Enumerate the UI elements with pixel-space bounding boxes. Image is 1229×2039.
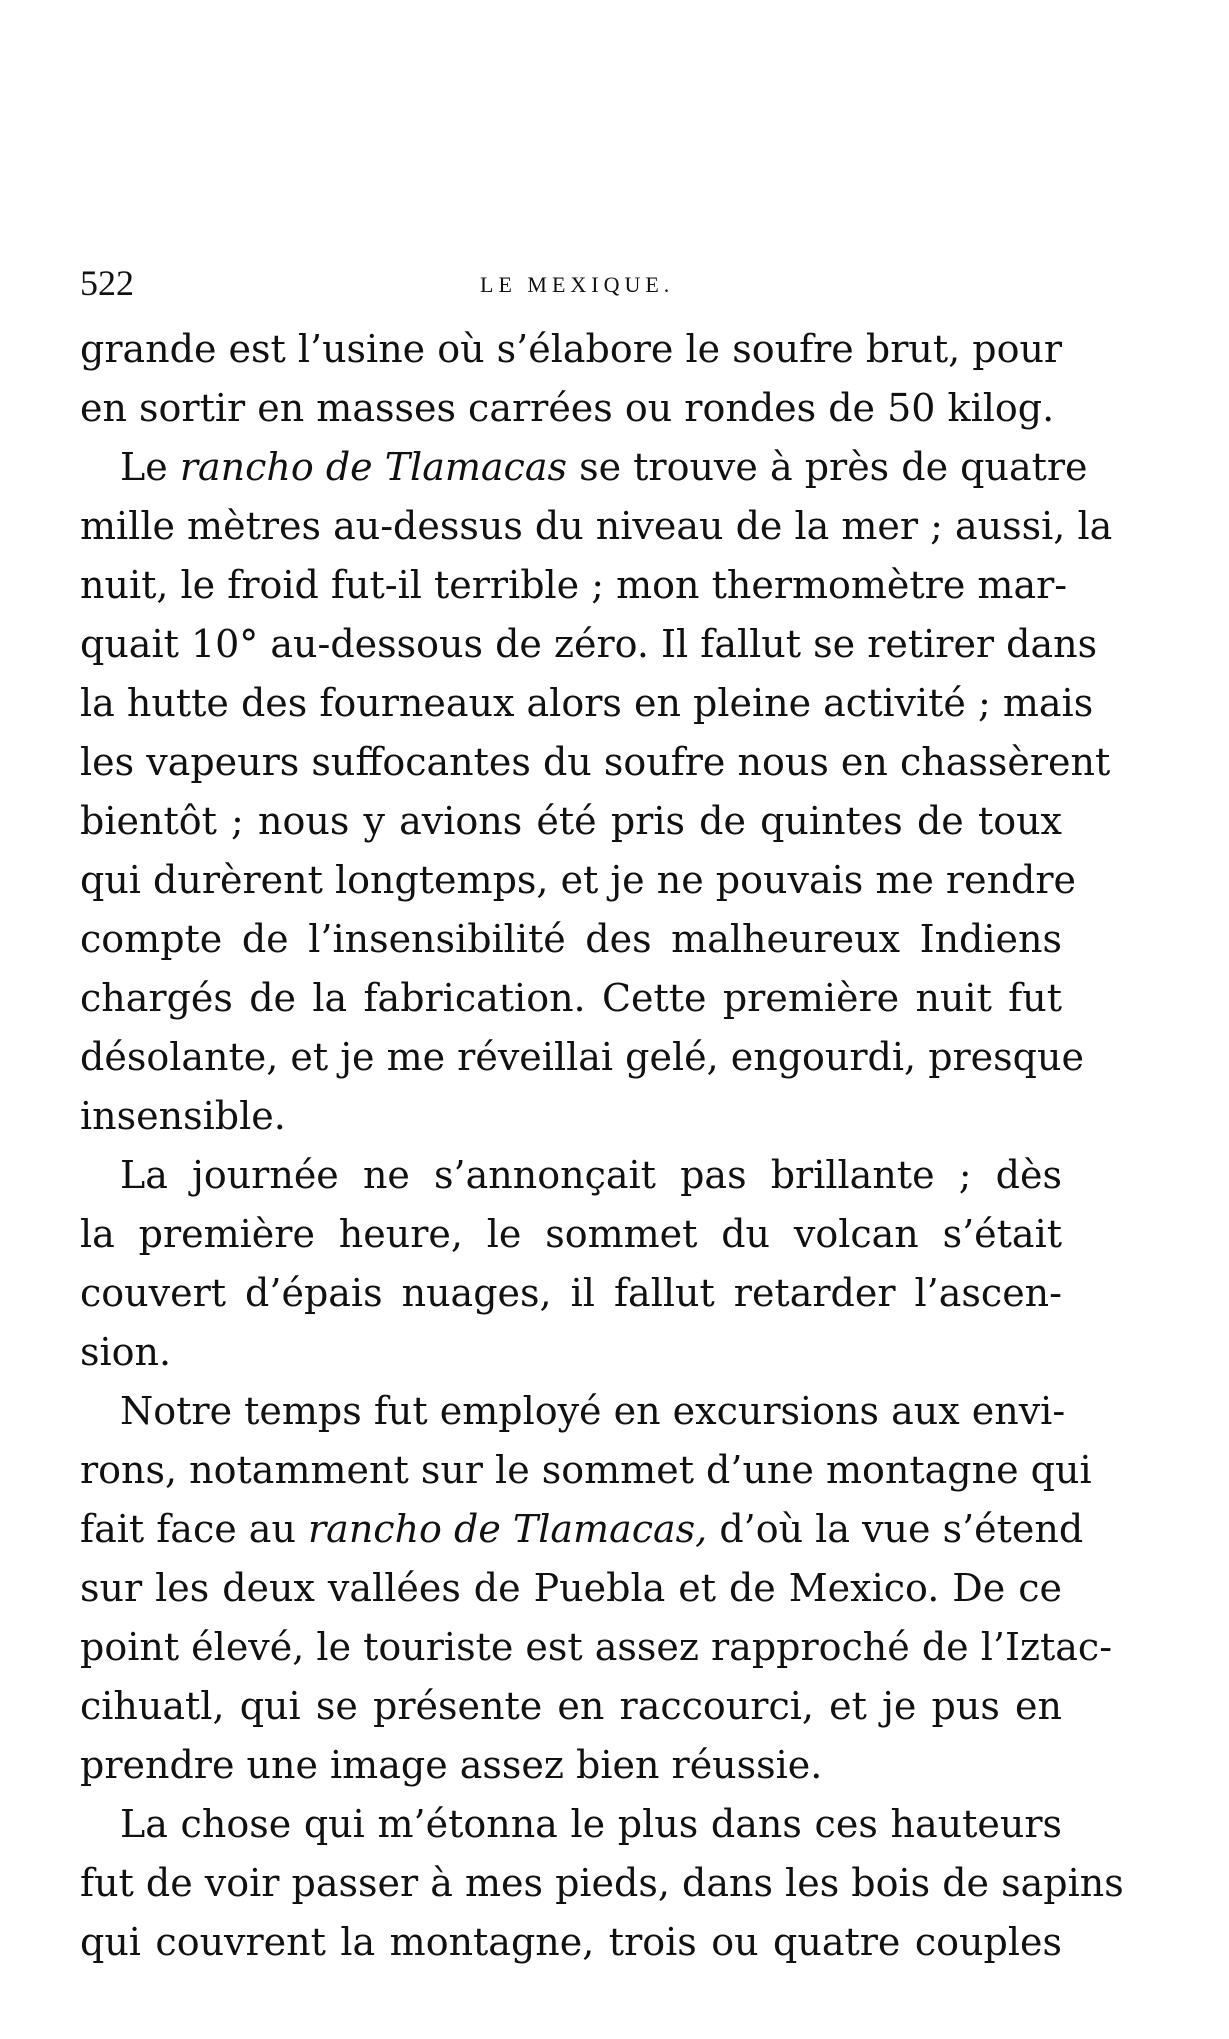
text-line: sion. <box>80 1330 172 1374</box>
text-line: Le rancho de Tlamacas se trouve à près de quatre <box>120 445 1088 489</box>
text-line: rons, notamment sur le sommet d’une montagne qui <box>80 1448 1092 1492</box>
text-line: fut de voir passer à mes pieds, dans les bois de sapins <box>80 1861 1124 1905</box>
italic-term: rancho de Tlamacas <box>179 445 567 489</box>
text-line: qui couvrent la montagne, trois ou quatre couples <box>80 1920 1062 1964</box>
page-header <box>80 262 1060 312</box>
text-line: cihuatl, qui se présente en raccourci, et je pus en <box>80 1684 1062 1728</box>
text-line: chargés de la fabrication. Cette première nuit fut <box>80 976 1062 1020</box>
text-line: couvert d’épais nuages, il fallut retarder l’ascen- <box>80 1271 1062 1315</box>
page-number: 522 <box>80 263 134 303</box>
text-line: bientôt ; nous y avions été pris de quintes de toux <box>80 799 1062 843</box>
text-body <box>80 320 1124 1972</box>
text-line: qui durèrent longtemps, et je ne pouvais me rendre <box>80 858 1077 902</box>
text-line: nuit, le froid fut-il terrible ; mon thermomètre mar- <box>80 563 1068 607</box>
text-line: en sortir en masses carrées ou rondes de 50 kilog. <box>80 386 1055 430</box>
text-line: la première heure, le sommet du volcan s’était <box>80 1212 1062 1256</box>
text-line: compte de l’insensibilité des malheureux Indiens <box>80 917 1062 961</box>
text-line: la hutte des fourneaux alors en pleine activité ; mais <box>80 681 1094 725</box>
text-line: La journée ne s’annonçait pas brillante ; dès <box>120 1153 1062 1197</box>
text-line: mille mètres au-dessus du niveau de la mer ; aussi, la <box>80 504 1113 548</box>
text-line: insensible. <box>80 1094 286 1138</box>
text-line: La chose qui m’étonna le plus dans ces hauteurs <box>120 1802 1062 1846</box>
text-line: les vapeurs suffocantes du soufre nous en chassèrent <box>80 740 1111 784</box>
text-line: fait face au rancho de Tlamacas, d’où la vue s’étend <box>80 1507 1084 1551</box>
text-line: Notre temps fut employé en excursions aux envi- <box>120 1389 1066 1433</box>
running-title: LE MEXIQUE. <box>480 272 675 297</box>
italic-term: rancho de Tlamacas, <box>308 1507 708 1551</box>
text-line: désolante, et je me réveillai gelé, engourdi, presque <box>80 1035 1084 1079</box>
text-line: grande est l’usine où s’élabore le soufre brut, pour <box>80 327 1063 371</box>
text-line: prendre une image assez bien réussie. <box>80 1743 823 1787</box>
text-line: sur les deux vallées de Puebla et de Mexico. De ce <box>80 1566 1062 1610</box>
text-line: point élevé, le touriste est assez rapproché de l’Iztac- <box>80 1625 1113 1669</box>
text-line: quait 10° au-dessous de zéro. Il fallut se retirer dans <box>80 622 1098 666</box>
